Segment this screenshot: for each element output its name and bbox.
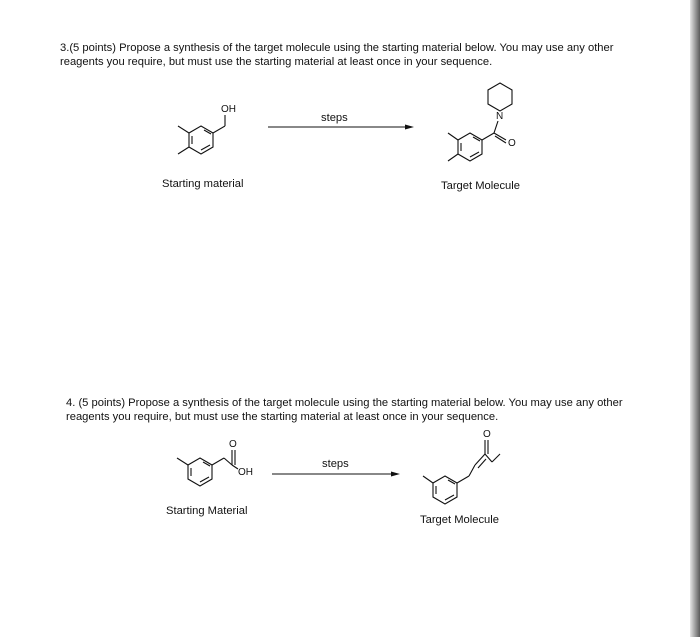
nitrogen-label: N bbox=[496, 111, 504, 122]
page-edge-shadow bbox=[690, 0, 700, 637]
hydroxyl-label: OH bbox=[238, 467, 253, 478]
question-4-prompt: 4. (5 points) Propose a synthesis of the target molecule using the starting material below. You may use any other reagents you require, but must use the starting material at least once in your sequence. bbox=[66, 397, 623, 423]
question-3-prompt: 3.(5 points) Propose a synthesis of the target molecule using the starting material below. You may use any other reagents you require, but must use the starting material at least once in your sequence. bbox=[60, 42, 614, 68]
carbonyl-oxygen-label: O bbox=[508, 138, 516, 149]
q4-target-molecule-structure bbox=[415, 428, 525, 508]
q4-arrow-label: steps bbox=[322, 458, 349, 470]
q4-reaction-arrow bbox=[272, 469, 402, 479]
carbonyl-oxygen-label: O bbox=[483, 429, 491, 440]
q3-target-molecule-structure bbox=[440, 75, 560, 170]
q4-starting-material-label: Starting Material bbox=[166, 505, 248, 517]
q3-target-molecule-label: Target Molecule bbox=[441, 180, 520, 192]
q3-starting-material-structure bbox=[160, 95, 260, 170]
hydroxyl-label: OH bbox=[221, 104, 236, 115]
q4-target-molecule-label: Target Molecule bbox=[420, 514, 499, 526]
carbonyl-oxygen-label: O bbox=[229, 439, 237, 450]
q3-arrow-label: steps bbox=[321, 112, 348, 124]
q3-reaction-arrow bbox=[268, 122, 416, 132]
q3-starting-material-label: Starting material bbox=[162, 178, 244, 190]
q4-starting-material-structure bbox=[165, 440, 275, 500]
piperidine-ring bbox=[488, 83, 512, 111]
